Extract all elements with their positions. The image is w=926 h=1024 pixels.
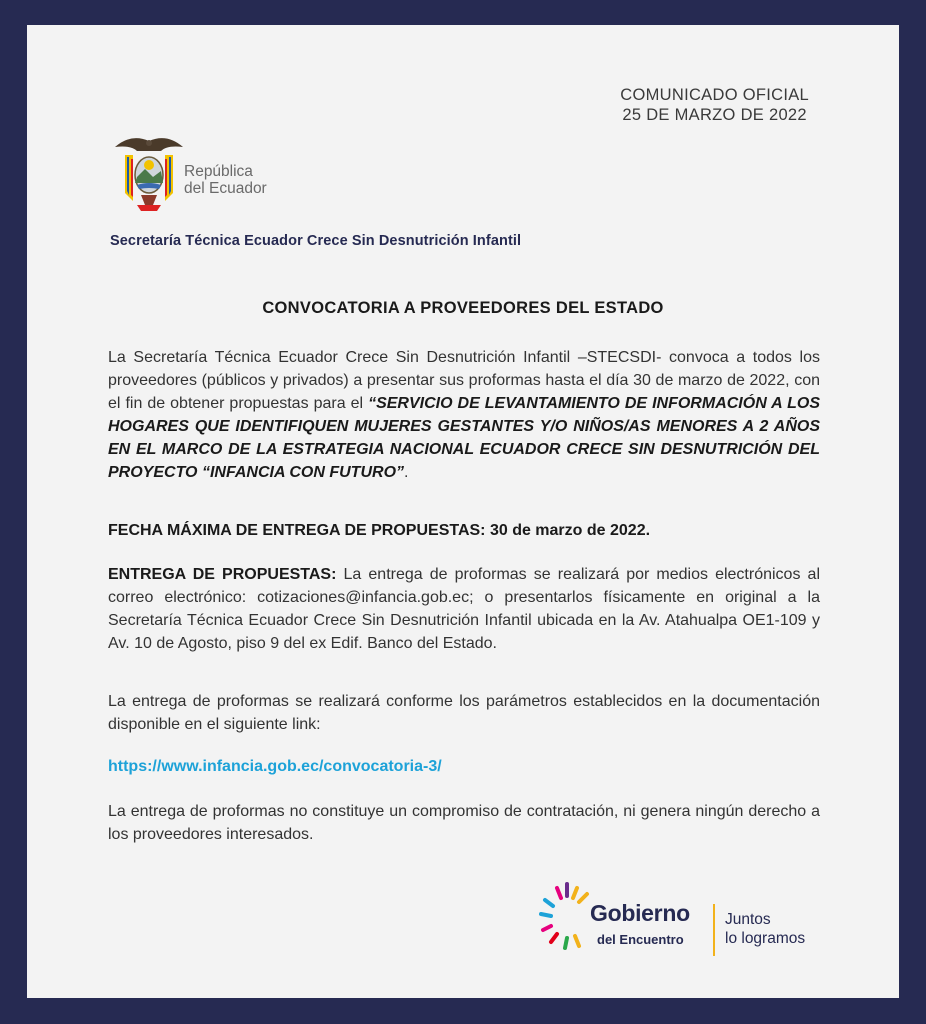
official-notice-header: [620, 85, 809, 125]
documentation-paragraph: La entrega de proformas se realizará conforme los parámetros establecidos en la documentación disponible en el siguiente link:: [108, 693, 820, 733]
delivery-paragraph: [108, 563, 820, 655]
logo-wordmark: Gobierno: [590, 900, 690, 926]
republica-del-ecuador-label: República del Ecuador: [184, 163, 267, 197]
service-name: “SERVICIO DE LEVANTAMIENTO DE INFORMACIÓN A LOS HOGARES QUE IDENTIFIQUEN MUJERES GESTANTES Y/O NIÑOS/AS MENORES A 2 AÑOS EN EL MARCO DE LA ESTRATEGIA NACIONAL ECUADOR CRECE SIN DESNUTRICIÓN DEL PROYECTO “INFANCIA CON FUTURO”: [108, 395, 821, 481]
logo-subtitle: del Encuentro: [597, 932, 684, 947]
document-card: [27, 25, 899, 998]
document-title: CONVOCATORIA A PROVEEDORES DEL ESTADO: [262, 299, 664, 317]
disclaimer-paragraph: La entrega de proformas no constituye un compromiso de contratación, ni genera ningún derecho a los proveedores interesados.: [108, 803, 820, 843]
intro-paragraph: La Secretaría Técnica Ecuador Crece Sin Desnutrición Infantil –STECSDI- convoca a todos los proveedores (públicos y privados) a presentar sus proformas hasta el día 30 de marzo de 2022, con el fin de obtener propuestas para el “SERVICIO DE LEVANTAMIENTO DE INFORMACIÓN A LOS HOGARES QUE IDENTIFIQUEN MUJERES GESTANTES Y/O NIÑOS/AS MENORES A 2 AÑOS EN EL MARCO DE LA ESTRATEGIA NACIONAL ECUADOR CRECE SIN DESNUTRICIÓN DEL PROYECTO “INFANCIA CON FUTURO”.: [108, 349, 821, 481]
logo-slogan: Juntos lo logramos: [725, 911, 806, 947]
notice-label: COMUNICADO OFICIAL: [620, 86, 809, 104]
deadline-paragraph: FECHA MÁXIMA DE ENTREGA DE PROPUESTAS: 30 de marzo de 2022.: [108, 522, 651, 539]
burst-icon: [537, 878, 597, 958]
intro-text: La Secretaría Técnica Ecuador Crece Sin Desnutrición Infantil –STECSDI- convoca a todos los proveedores (públicos y privados) a presentar sus proformas hasta el día 30 de marzo de 2022, con el fin de obtener propuestas para el: [108, 349, 820, 412]
ecuador-coat-of-arms-icon: [111, 133, 187, 217]
institution-name: Secretaría Técnica Ecuador Crece Sin Desnutrición Infantil: [110, 233, 522, 249]
gobierno-del-encuentro-logo: [537, 878, 837, 958]
delivery-label: ENTREGA DE PROPUESTAS:: [108, 566, 337, 583]
logo-divider: [713, 904, 715, 956]
delivery-text: La entrega de proformas se realizará por medios electrónicos al correo electrónico: cotizaciones@infancia.gob.ec; o presentarlos físicamente en original a la Secretaría Técnica Ecuador Crece Sin Desnutrición Infantil ubicada en la Av. Atahualpa OE1-109 y Av. 10 de Agosto, piso 9 del ex Edif. Banco del Estado.: [108, 566, 820, 652]
convocatoria-link[interactable]: https://www.infancia.gob.ec/convocatoria-3/: [108, 758, 442, 775]
notice-date: 25 DE MARZO DE 2022: [622, 106, 807, 124]
